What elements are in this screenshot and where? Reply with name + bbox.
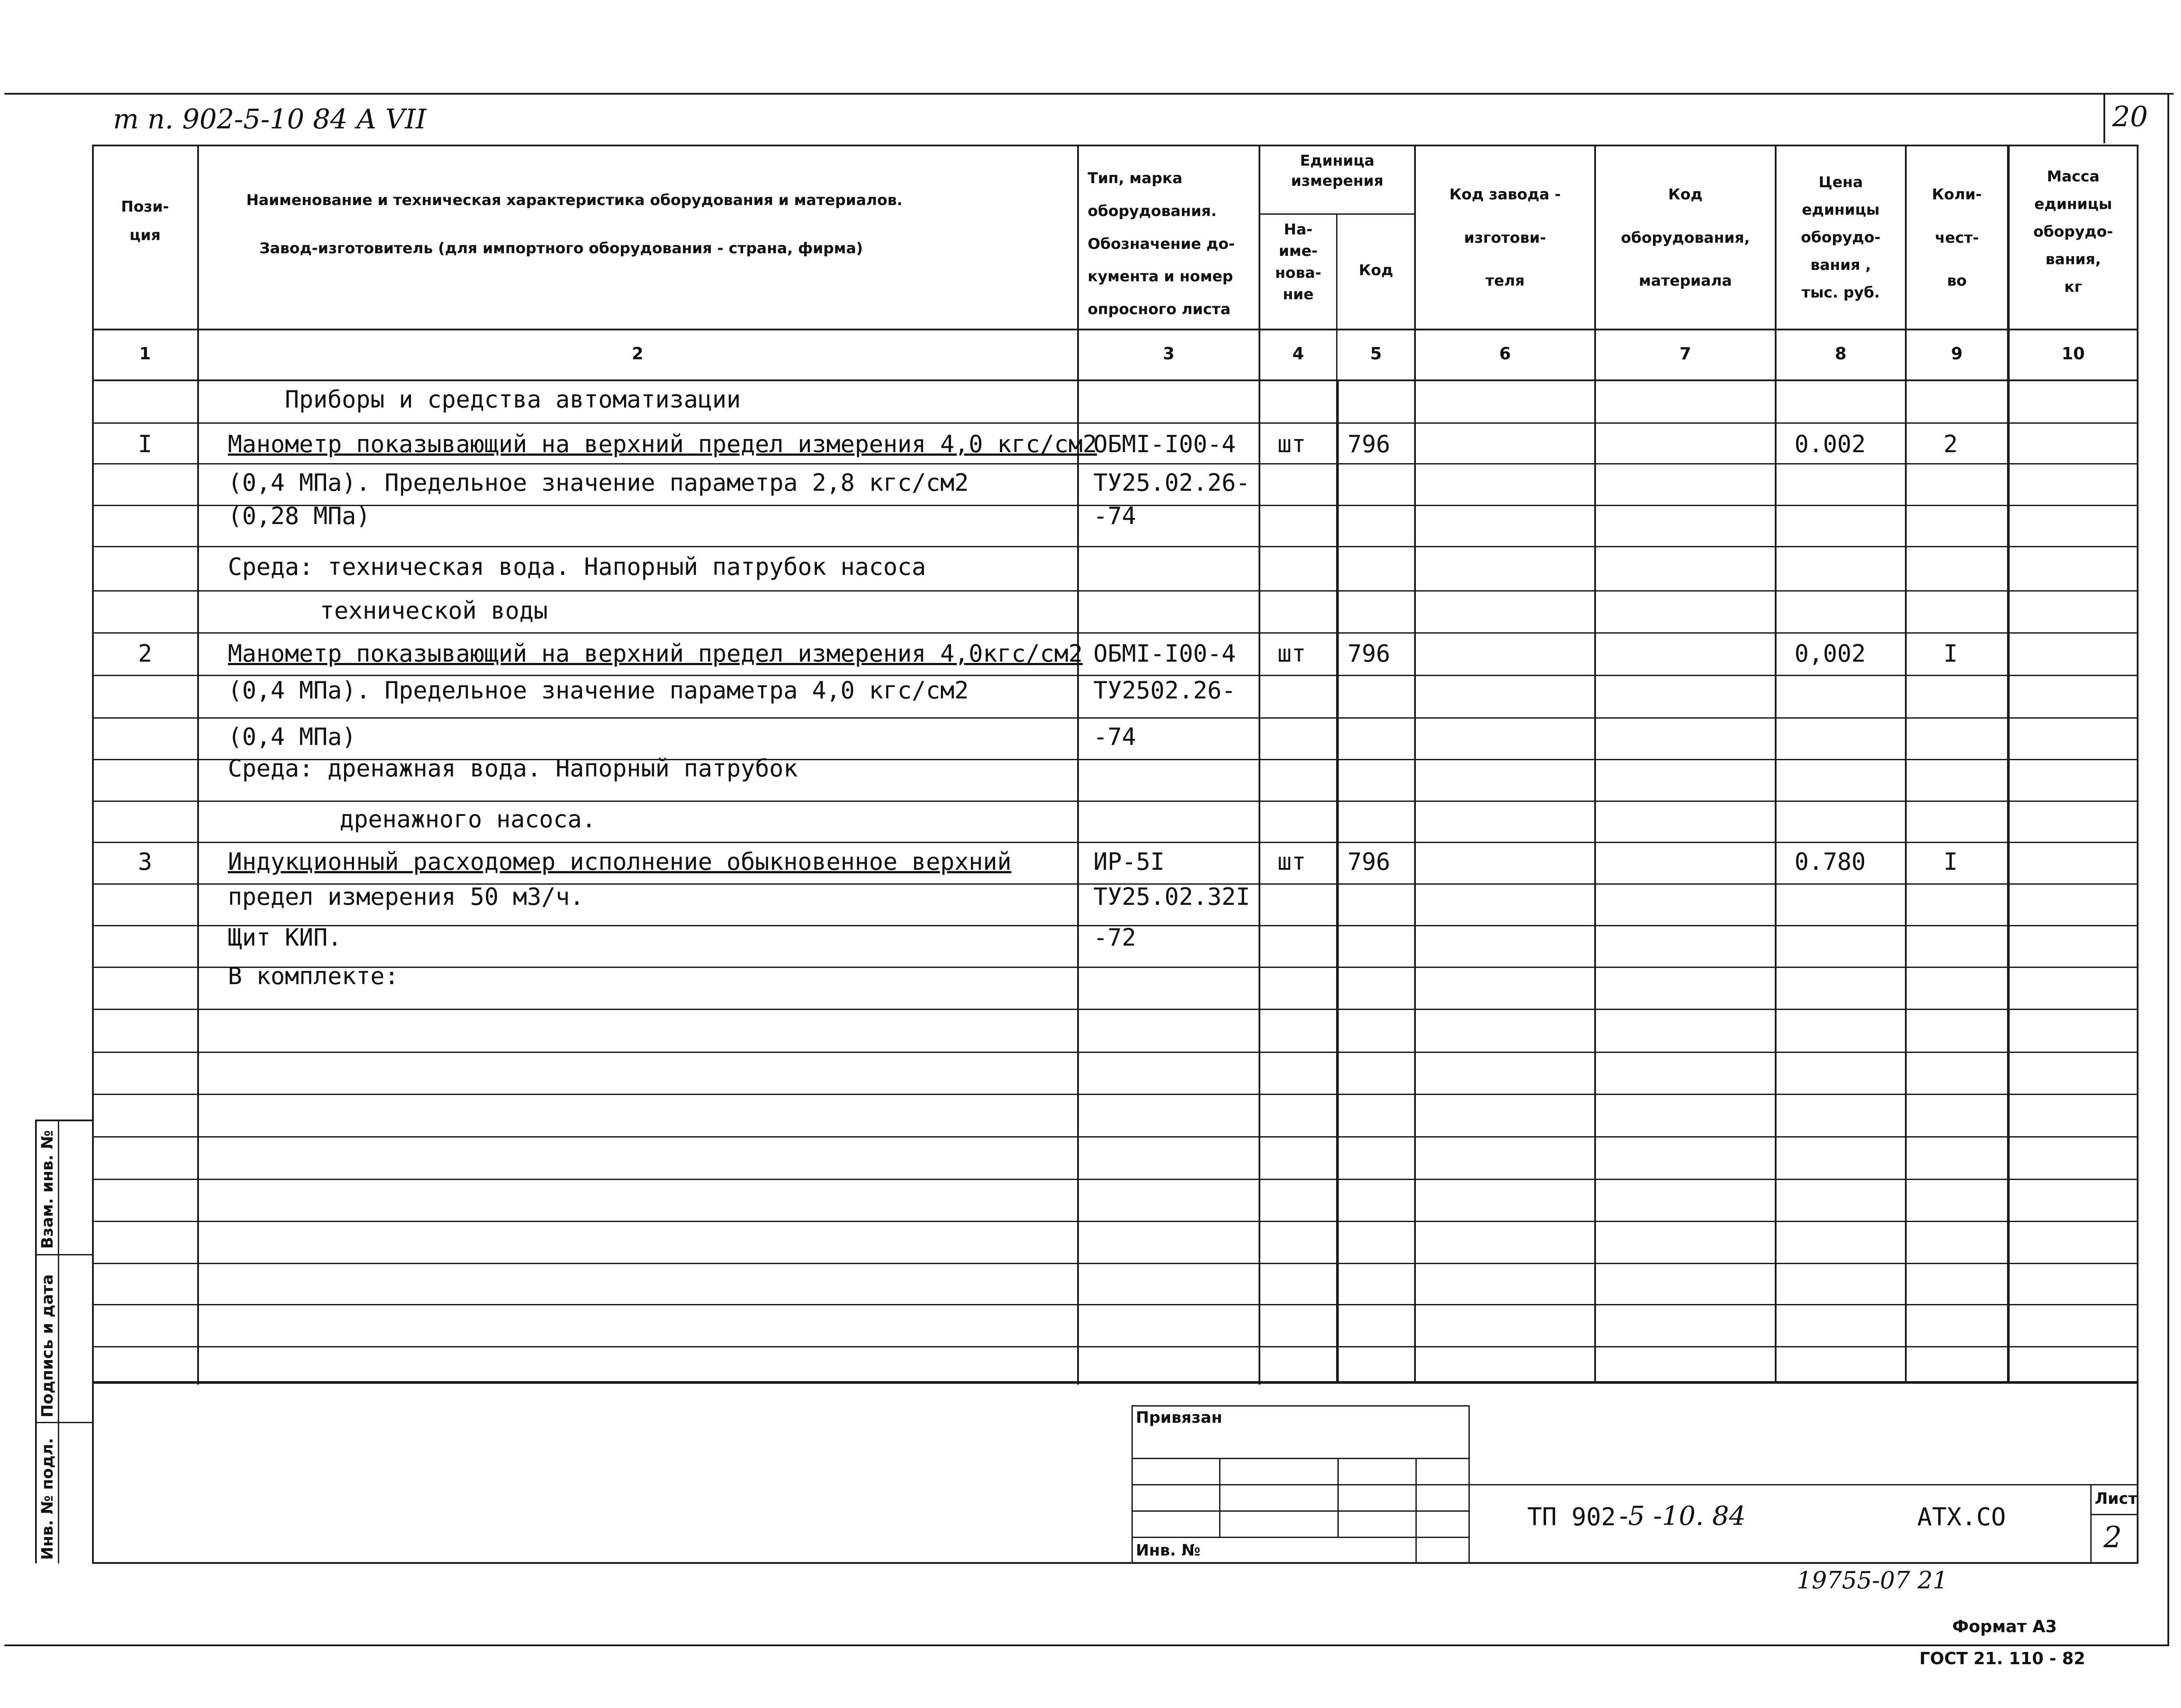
frame-right-lower — [2137, 1383, 2138, 1563]
stamp-box-top — [1131, 1405, 1470, 1407]
archive-number: 19755-07 21 — [1797, 1566, 1948, 1594]
cell-unit: шт — [1277, 430, 1306, 458]
row-divider — [92, 546, 2138, 547]
cell-name: Среда: техническая вода. Напорный патрубок насоса — [228, 553, 926, 581]
stamp-line-1 — [1131, 1458, 1470, 1459]
header-quantity: Коли- чест- во — [1932, 186, 1982, 290]
row-divider — [92, 1094, 2138, 1095]
col-line-10 — [2137, 145, 2138, 1385]
header-type: Тип, марка оборудования. Обозначение до- кумента и номер опросного листа — [1088, 170, 1235, 319]
header-unit-name: На- име- нова- ние — [1275, 221, 1322, 303]
frame-left-lower — [92, 1383, 94, 1563]
stamp-main-top — [1468, 1484, 2138, 1485]
bottom-border — [4, 1644, 2169, 1646]
colnum-1: 1 — [139, 344, 151, 363]
side-strip-left — [35, 1120, 37, 1563]
cell-type: ТУ25.02.26- — [1093, 469, 1250, 496]
cell-type: ИР-5I — [1093, 848, 1165, 875]
row-divider — [92, 1263, 2138, 1264]
col-line-4 — [1336, 379, 1339, 1383]
row-divider — [92, 590, 2138, 592]
colnum-5: 5 — [1370, 344, 1382, 363]
cell-price: 0,002 — [1794, 640, 1866, 667]
row-divider — [92, 1179, 2138, 1180]
col-line-5 — [1414, 145, 1416, 1383]
colnum-3: 3 — [1163, 344, 1175, 363]
cell-type: ТУ25.02.32I — [1093, 883, 1250, 911]
unit-sub-line — [1260, 213, 1415, 215]
header-bottom-line — [92, 329, 2138, 330]
row-divider — [92, 967, 2138, 968]
row-divider — [92, 1221, 2138, 1222]
header-equipment-code: Код оборудования, материала — [1621, 186, 1750, 290]
cell-qty: 2 — [1943, 430, 1958, 458]
cell-name: В комплекте: — [228, 962, 399, 990]
cell-unit: шт — [1277, 640, 1306, 667]
stamp-list-value: 2 — [2103, 1520, 2122, 1554]
table-body-bottom — [92, 1381, 2138, 1384]
cell-code: 796 — [1348, 430, 1390, 458]
header-maker-code: Код завода - изготови- теля — [1449, 186, 1561, 290]
row-divider — [92, 1009, 2138, 1010]
cell-name: Манометр показывающий на верхний предел измерения 4,0 кгс/см2 — [228, 430, 1097, 458]
cell-qty: I — [1943, 640, 1958, 667]
header-unit-group: Единица измерения — [1291, 152, 1383, 190]
header-name-line1: Наименование и техническая характеристика оборудования и материалов. — [246, 191, 903, 209]
header-price: Цена единицы оборудо- вания , тыс. руб. — [1801, 174, 1881, 301]
corner-box-line — [2103, 93, 2105, 143]
col-line-4-head — [1336, 213, 1337, 380]
row-divider — [92, 801, 2138, 802]
side-label-inv: Инв. № подл. — [39, 1438, 57, 1560]
cell-code: 796 — [1348, 848, 1390, 875]
cell-type: ТУ2502.26- — [1093, 677, 1236, 704]
cell-name: Щит КИП. — [228, 924, 342, 951]
cell-type: ОБМI-I00-4 — [1093, 430, 1236, 458]
stamp-privyazan: Привязан — [1136, 1409, 1223, 1427]
row-divider — [92, 632, 2138, 634]
cell-name: Приборы и средства автоматизации — [285, 386, 741, 413]
cell-pos: 3 — [138, 848, 152, 875]
colnum-bottom-line — [92, 379, 2138, 381]
cell-name: предел измерения 50 м3/ч. — [228, 883, 584, 911]
side-label-podpis: Подпись и дата — [39, 1274, 57, 1417]
cell-type: ОБМI-I00-4 — [1093, 640, 1236, 667]
header-name-line2: Завод-изготовитель (для импортного оборудования - страна, фирма) — [259, 240, 863, 257]
col-line-0 — [92, 145, 94, 1385]
stamp-inv-no: Инв. № — [1136, 1541, 1201, 1559]
stamp-doc-number-hand: -5 -10. 84 — [1619, 1501, 1746, 1531]
row-divider — [92, 842, 2138, 843]
stamp-line-3 — [1131, 1510, 1470, 1512]
side-strip-top — [35, 1120, 93, 1121]
row-divider — [92, 422, 2138, 424]
cell-name: Манометр показывающий на верхний предел измерения 4,0кгс/см2 — [228, 640, 1083, 667]
col-line-7 — [1775, 145, 1777, 1383]
header-mass: Масса единицы оборудо- вания, кг — [2033, 168, 2113, 296]
top-border — [4, 93, 2174, 95]
colnum-6: 6 — [1499, 344, 1511, 363]
row-divider — [92, 1346, 2138, 1347]
stamp-list-left — [2090, 1484, 2092, 1563]
cell-name: Индукционный расходомер исполнение обыкновенное верхний — [228, 848, 1012, 875]
cell-qty: I — [1943, 848, 1958, 875]
row-divider — [92, 717, 2138, 719]
stamp-list-label: Лист — [2095, 1490, 2138, 1508]
stamp-vline-3 — [1415, 1458, 1417, 1563]
cell-name: (0,4 МПа). Предельное значение параметра 2,8 кгс/см2 — [228, 469, 969, 496]
row-divider — [92, 1136, 2138, 1137]
col-line-9 — [2007, 145, 2010, 1383]
col-line-8 — [1905, 145, 1907, 1383]
stamp-list-sep — [2090, 1514, 2138, 1515]
stamp-doc-mark: АТХ.СО — [1917, 1503, 2006, 1531]
doc-code-handwritten: т п. 902-5-10 84 А VII — [113, 103, 427, 135]
side-strip-inner — [58, 1120, 59, 1563]
cell-type: -74 — [1093, 502, 1136, 530]
col-line-3 — [1259, 145, 1260, 1385]
side-strip-div1 — [35, 1254, 93, 1255]
cell-code: 796 — [1348, 640, 1390, 667]
colnum-10: 10 — [2061, 344, 2085, 363]
row-divider — [92, 463, 2138, 464]
col-line-1 — [197, 145, 199, 1385]
stamp-vline-2 — [1337, 1458, 1339, 1537]
header-unit-code: Код — [1358, 262, 1394, 279]
cell-name: (0,4 МПа). Предельное значение параметра 4,0 кгс/см2 — [228, 677, 969, 704]
sheet-corner-number: 20 — [2112, 101, 2148, 133]
row-divider — [92, 1052, 2138, 1053]
cell-name: дренажного насоса. — [340, 805, 596, 833]
cell-name: (0,4 МПа) — [228, 723, 356, 751]
stamp-doc-number: ТП 902 — [1527, 1503, 1616, 1531]
colnum-9: 9 — [1951, 344, 1963, 363]
header-position: Пози- ция — [121, 198, 169, 244]
cell-name: Среда: дренажная вода. Напорный патрубок — [228, 755, 798, 782]
col-line-6 — [1594, 145, 1596, 1383]
side-strip-div2 — [35, 1422, 93, 1423]
row-divider — [92, 1304, 2138, 1305]
cell-unit: шт — [1277, 848, 1306, 875]
stamp-vline-1 — [1219, 1458, 1220, 1537]
colnum-4: 4 — [1292, 344, 1304, 363]
stamp-line-4 — [1131, 1537, 1470, 1538]
frame-bottom — [92, 1562, 2138, 1564]
cell-name: (0,28 МПа) — [228, 502, 371, 530]
cell-pos: 2 — [138, 640, 152, 667]
colnum-7: 7 — [1679, 344, 1692, 363]
stamp-line-2 — [1131, 1484, 1470, 1485]
cell-price: 0.002 — [1794, 430, 1866, 458]
cell-type: -72 — [1093, 924, 1136, 951]
table-top-line — [92, 145, 2138, 146]
cell-type: -74 — [1093, 723, 1136, 751]
row-divider — [92, 675, 2138, 676]
right-border — [2167, 93, 2169, 1646]
side-label-vzam: Взам. инв. № — [39, 1130, 57, 1249]
col-line-2 — [1077, 145, 1079, 1385]
format-label: Формат А3 — [1952, 1617, 2057, 1636]
gost-label: ГОСТ 21. 110 - 82 — [1919, 1649, 2085, 1668]
cell-pos: I — [138, 430, 152, 458]
colnum-2: 2 — [631, 344, 644, 363]
cell-price: 0.780 — [1794, 848, 1866, 875]
colnum-8: 8 — [1835, 344, 1847, 363]
cell-name: технической воды — [320, 597, 548, 624]
